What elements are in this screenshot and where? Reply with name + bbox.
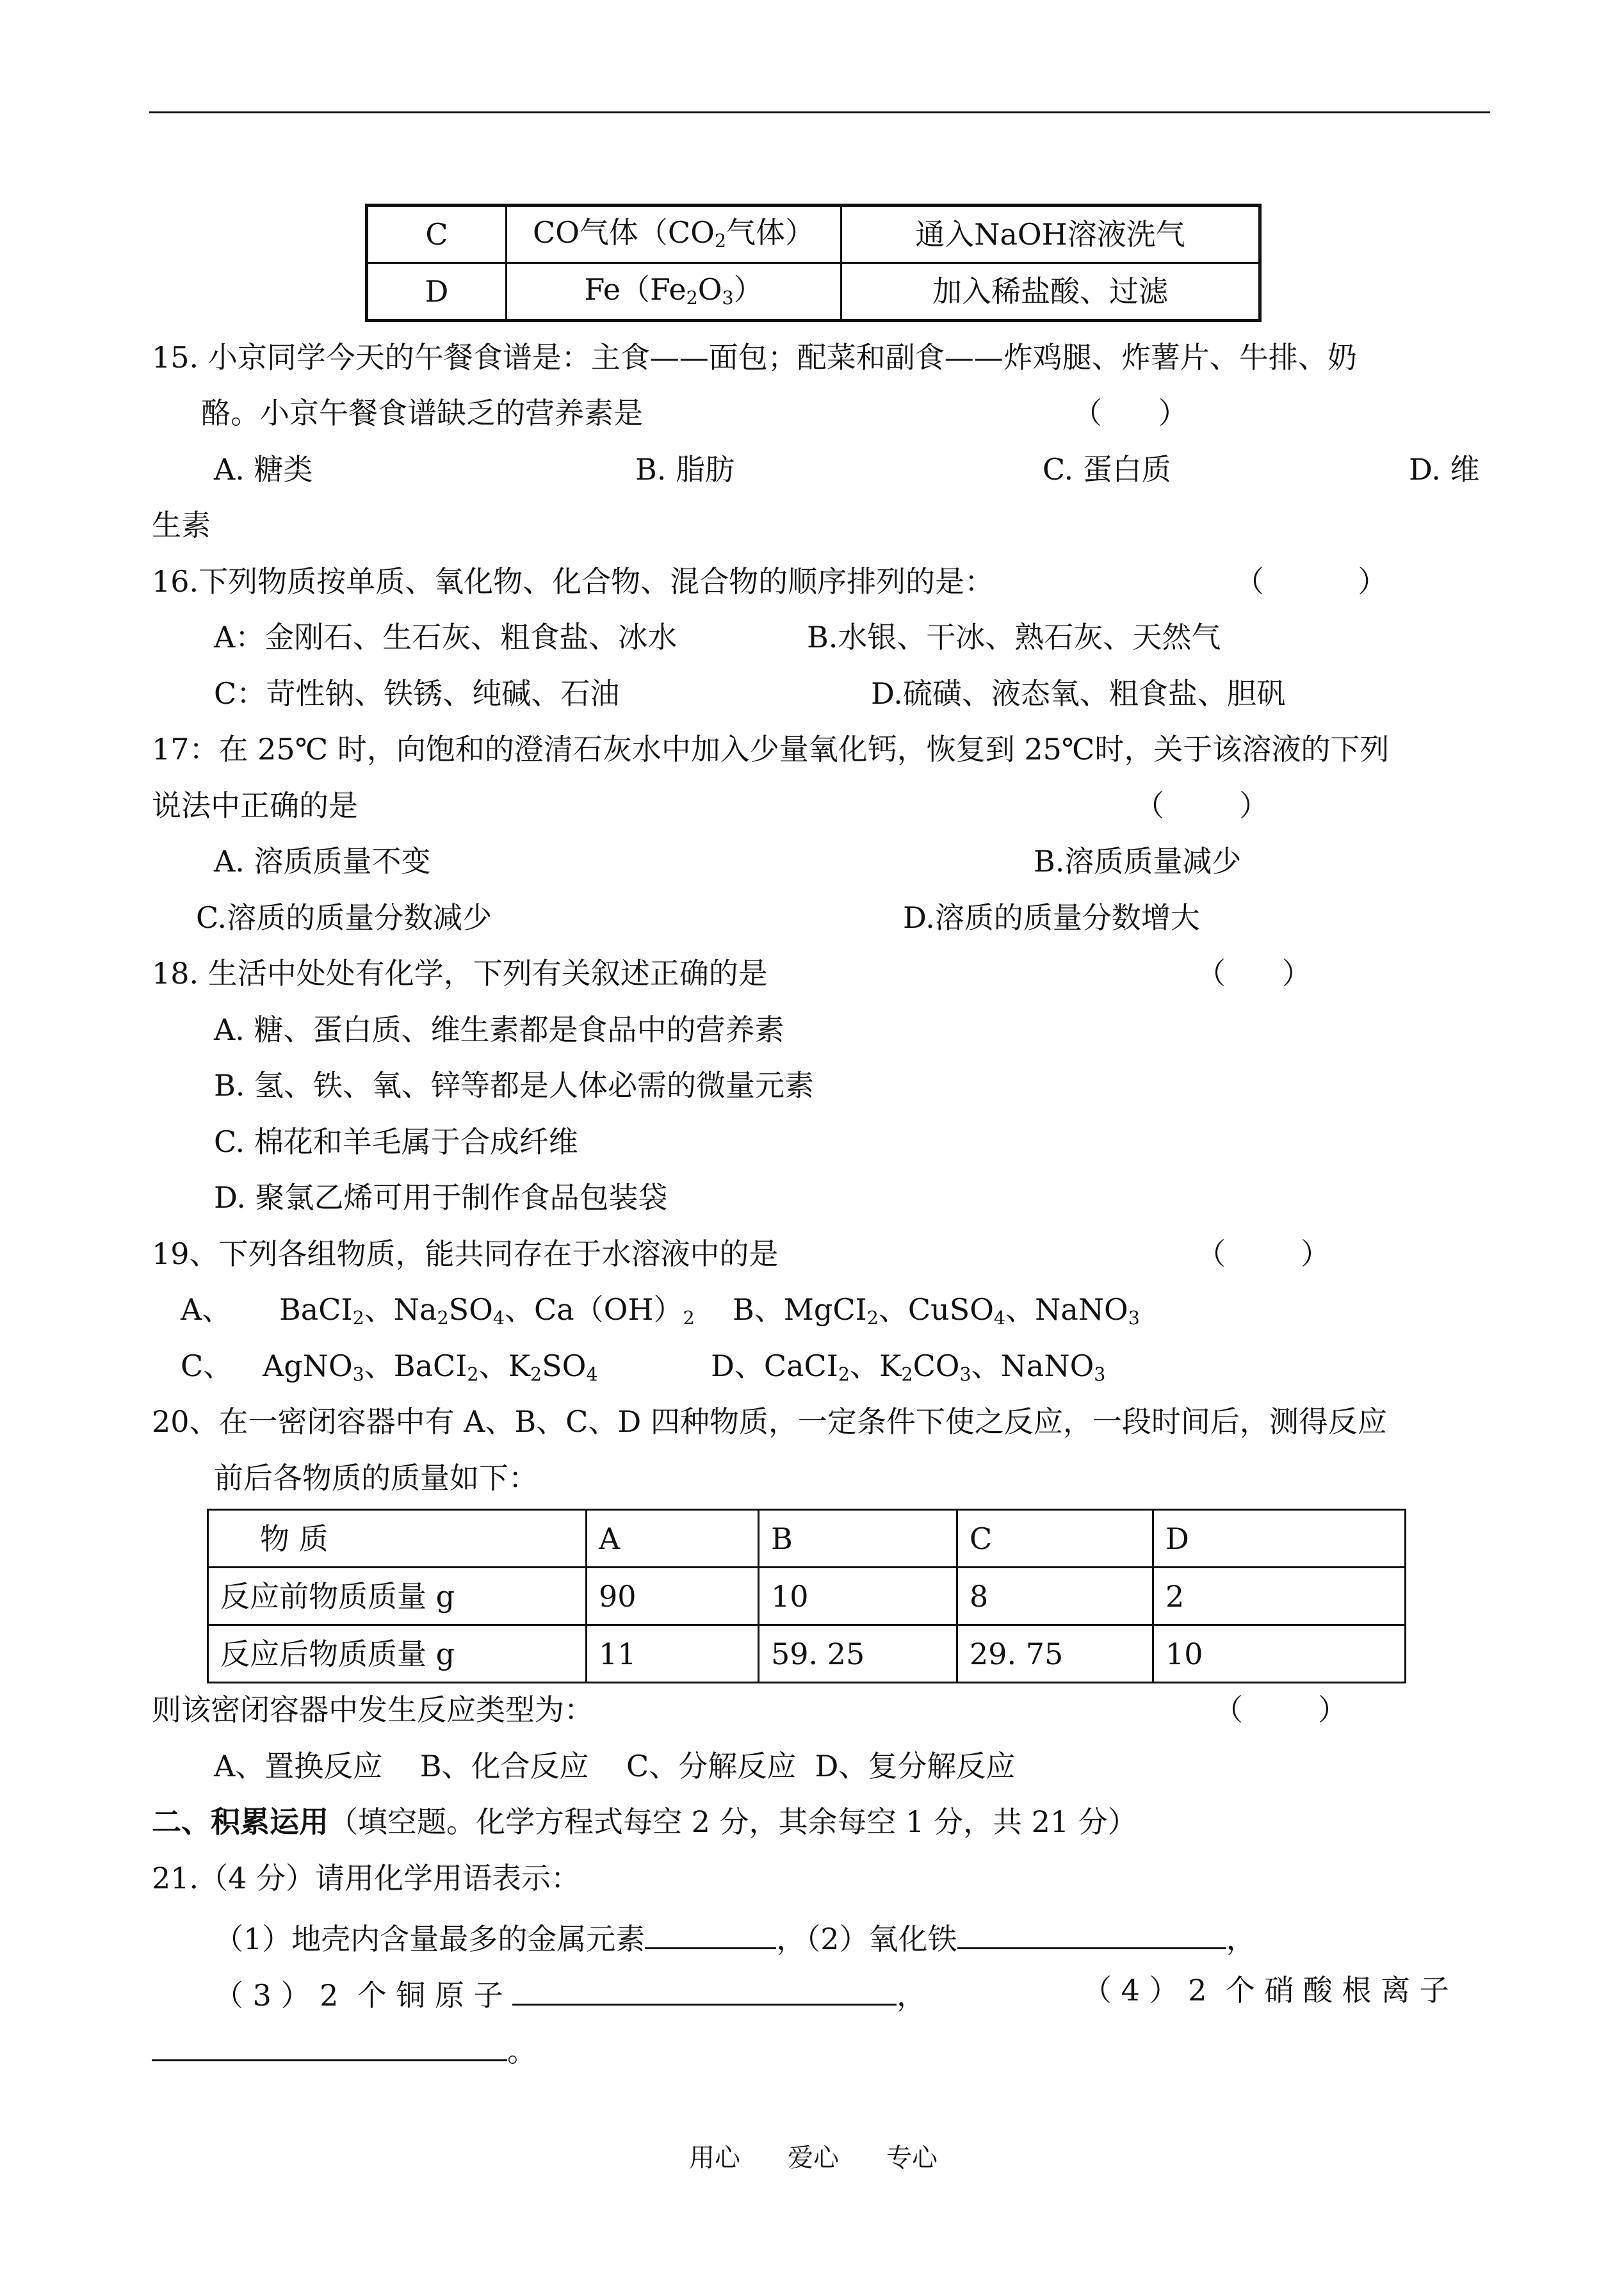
table-cell: 反应后物质质量 g — [208, 1625, 587, 1683]
q18-option-a: A. 糖、蛋白质、维生素都是食品中的营养素 — [214, 1012, 784, 1047]
q20-answer-paren: （ ） — [1214, 1692, 1347, 1727]
mass-table — [207, 1509, 1406, 1683]
table-cell: 11 — [587, 1625, 759, 1683]
q19-option-c: AgNO$_3$、BaCI$_2$、$K_2SO_4$ — [263, 1349, 598, 1386]
q18-option-d: D. 聚氯乙烯可用于制作食品包装袋 — [214, 1180, 668, 1215]
table-cell: 8 — [957, 1568, 1153, 1625]
section2-heading — [152, 1804, 1137, 1839]
footer-word-1: 用心 — [689, 2143, 740, 2173]
substance-cell: CO气体（$CO_2$气体） — [507, 206, 841, 263]
table-header-cell: C — [957, 1510, 1153, 1568]
q21-line2-part4: （ 4 ） 2 个 硝 酸 根 离 子 — [1082, 1973, 1449, 2007]
table-row — [367, 206, 1260, 263]
q16-option-b: B.水银、干冰、熟石灰、天然气 — [807, 620, 1221, 654]
header-rule — [149, 111, 1490, 113]
method-cell: 通入NaOH溶液洗气 — [841, 206, 1260, 263]
table-cell: 59. 25 — [759, 1625, 957, 1683]
q16-option-d: D.硫磺、液态氧、粗食盐、胆矾 — [871, 676, 1286, 711]
table-header-cell: 物 质 — [208, 1510, 587, 1568]
q19-option-d: D、CaCI$_2$、$K_2CO_3$、NaNO$_3$ — [711, 1349, 1106, 1386]
impurity-table — [365, 204, 1262, 322]
table-header-row — [208, 1510, 1406, 1568]
table-header-cell: A — [587, 1510, 759, 1568]
answer-blank-2[interactable] — [957, 1919, 1226, 1949]
section2-title: 二、积累运用 — [152, 1804, 329, 1839]
table-cell: 29. 75 — [957, 1625, 1153, 1683]
q20-line1: 20、在一密闭容器中有 A、B、C、D 四种物质，一定条件下使之反应，一段时间后，测得反应 — [152, 1404, 1387, 1439]
q18-answer-paren: （ ） — [1196, 956, 1311, 991]
table-row — [208, 1625, 1406, 1683]
q21-line3: 。 — [152, 2031, 537, 2066]
q16-stem: 16.下列物质按单质、氧化物、化合物、混合物的顺序排列的是： — [152, 564, 995, 599]
q21-stem: 21.（4 分）请用化学用语表示： — [152, 1861, 581, 1895]
row-label: D — [367, 263, 507, 321]
table-row — [208, 1568, 1406, 1625]
q15-option-c: C. 蛋白质 — [1043, 452, 1171, 487]
q17-line1: 17：在 25℃ 时，向饱和的澄清石灰水中加入少量氧化钙，恢复到 25℃时，关于该溶液的下列 — [152, 732, 1390, 766]
q21-line2-part3: （ 3 ） 2 个 铜 原 子 ， — [214, 1975, 926, 2010]
q17-line2: 说法中正确的是 — [152, 788, 358, 823]
table-header-cell: D — [1153, 1510, 1406, 1568]
q20-stem: 则该密闭容器中发生反应类型为： — [152, 1692, 594, 1727]
q19-answer-paren: （ ） — [1196, 1237, 1330, 1271]
q18-option-b: B. 氢、铁、氧、锌等都是人体必需的微量元素 — [214, 1068, 815, 1103]
table-cell: 90 — [587, 1568, 759, 1625]
table-cell: 2 — [1153, 1568, 1406, 1625]
q15-option-a: A. 糖类 — [214, 452, 313, 487]
q15-line1: 15. 小京同学今天的午餐食谱是：主食——面包；配菜和副食——炸鸡腿、炸薯片、牛排、奶 — [152, 340, 1357, 375]
q15-answer-paren: （ ） — [1073, 396, 1188, 430]
q16-option-c: C：苛性钠、铁锈、纯碱、石油 — [214, 676, 620, 711]
answer-blank-3[interactable] — [512, 1975, 897, 2006]
q20-options: A、置换反应 B、化合反应 C、分解反应 D、复分解反应 — [214, 1749, 1016, 1783]
q17-option-c: C.溶质的质量分数减少 — [196, 900, 492, 935]
table-row — [367, 263, 1260, 321]
table-cell: 反应前物质质量 g — [208, 1568, 587, 1625]
section2-desc: （填空题。化学方程式每空 2 分，其余每空 1 分，共 21 分） — [329, 1804, 1137, 1839]
q19-option-a: BaCI$_2$、$Na_2SO_4$、$Ca(OH)_2$ — [279, 1292, 695, 1329]
substance-cell: $Fe(Fe_2O_3)$ — [507, 263, 841, 321]
table-header-cell: B — [759, 1510, 957, 1568]
answer-blank-1[interactable] — [645, 1919, 776, 1949]
q15-line2: 酪。小京午餐食谱缺乏的营养素是 — [201, 396, 643, 430]
row-label: C — [367, 206, 507, 263]
q17-option-b: B.溶质质量减少 — [1034, 844, 1242, 879]
q17-option-a: A. 溶质质量不变 — [214, 844, 431, 879]
q20-line2: 前后各物质的质量如下： — [214, 1461, 538, 1495]
q15-option-d: D. 维 — [1409, 452, 1480, 487]
q19-stem: 19、下列各组物质，能共同存在于水溶液中的是 — [152, 1237, 779, 1271]
q18-stem: 18. 生活中处处有化学，下列有关叙述正确的是 — [152, 956, 768, 991]
q16-option-a: A：金刚石、生石灰、粗食盐、冰水 — [214, 620, 678, 654]
q19-option-b: B、MgCI$_2$、CuSO$_4$、NaNO$_3$ — [733, 1292, 1140, 1329]
q21-line1: （1）地壳内含量最多的金属元素 ，（2）氧化铁 ， — [214, 1919, 1256, 1954]
table-cell: 10 — [759, 1568, 957, 1625]
q17-option-d: D.溶质的质量分数增大 — [903, 900, 1200, 935]
method-cell: 加入稀盐酸、过滤 — [841, 263, 1260, 321]
q19-option-c-label: C、 — [181, 1349, 233, 1383]
q19-option-a-label: A、 — [181, 1292, 232, 1327]
footer-word-2: 爱心 — [788, 2143, 839, 2173]
q15-option-b: B. 脂肪 — [635, 452, 735, 487]
q17-answer-paren: （ ） — [1135, 788, 1269, 823]
q18-option-c: C. 棉花和羊毛属于合成纤维 — [214, 1124, 578, 1159]
q15-option-d-wrap: 生素 — [152, 508, 211, 542]
answer-blank-4[interactable] — [152, 2031, 507, 2061]
footer-word-3: 专心 — [886, 2143, 938, 2173]
q16-answer-paren: （ ） — [1235, 564, 1388, 599]
table-cell: 10 — [1153, 1625, 1406, 1683]
